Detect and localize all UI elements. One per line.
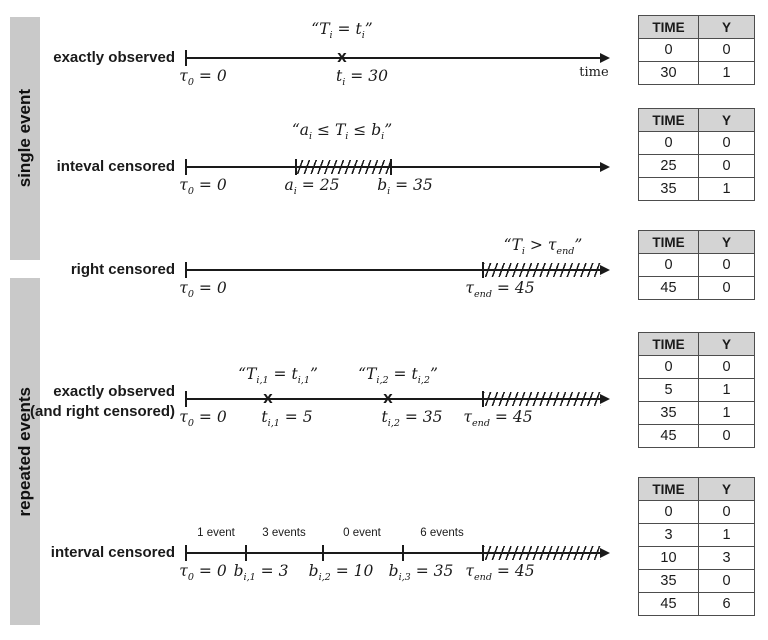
- col-header-y: Y: [699, 109, 755, 132]
- row-label-exactly-observed-right-censored: [28, 382, 175, 422]
- b1-time-label: $b_{i,1} = 3$: [233, 562, 289, 584]
- cell-y: 6: [699, 593, 755, 616]
- row-label-exactly-observed: [28, 48, 175, 68]
- cell-y: 0: [699, 570, 755, 593]
- cell-y: 1: [699, 62, 755, 85]
- data-table-exactly-observed-right-censored: [638, 332, 755, 448]
- cell-time: 0: [639, 356, 699, 379]
- cell-time: 30: [639, 62, 699, 85]
- arrowhead-icon: [600, 53, 610, 63]
- row-label-text: inteval censored: [56, 158, 175, 175]
- cell-time: 45: [639, 593, 699, 616]
- cell-time: 0: [639, 501, 699, 524]
- col-header-y: Y: [699, 16, 755, 39]
- censoring-hatch: [483, 392, 601, 406]
- interval-a-label: $a_i = 25$: [284, 176, 340, 198]
- data-table-interval-censored-single: [638, 108, 755, 201]
- quote-label-1: “$T_{i,1} = t_{i,1}$”: [238, 365, 318, 387]
- tick-start: [185, 545, 187, 561]
- table-row: [639, 425, 755, 448]
- row-label-text: interval censored: [50, 544, 175, 561]
- cell-time: 5: [639, 379, 699, 402]
- event-time-label: $t_i = 30$: [336, 67, 388, 89]
- tick-b1: [245, 545, 247, 561]
- cell-y: 0: [699, 425, 755, 448]
- cell-time: 35: [639, 178, 699, 201]
- table-row: [639, 254, 755, 277]
- start-time-label: $\tau_0 = 0$: [179, 279, 227, 301]
- quote-label: “$T_i > \tau_{end}$”: [503, 236, 583, 258]
- col-header-time: TIME: [639, 109, 699, 132]
- start-time-label: $\tau_0 = 0$: [179, 562, 227, 584]
- cell-time: 3: [639, 524, 699, 547]
- table-row: [639, 547, 755, 570]
- cell-time: 35: [639, 570, 699, 593]
- tick-start: [185, 159, 187, 175]
- event-x-marker: X: [263, 391, 273, 406]
- tick-b: [390, 159, 392, 175]
- censoring-hatch: [483, 546, 601, 560]
- start-time-label: $\tau_0 = 0$: [179, 408, 227, 430]
- cell-y: 0: [699, 155, 755, 178]
- table-row: [639, 570, 755, 593]
- tick-a: [295, 159, 297, 175]
- table-row: [639, 379, 755, 402]
- tick-start: [185, 50, 187, 66]
- row-label-text: (and right censored): [29, 403, 175, 420]
- col-header-y: Y: [699, 231, 755, 254]
- time-axis-label: time: [579, 65, 609, 80]
- col-header-y: Y: [699, 478, 755, 501]
- table-row: [639, 39, 755, 62]
- segment-count-label: 1 event: [197, 527, 235, 539]
- interval-b-label: $b_i = 35$: [377, 176, 433, 198]
- start-time-label: $\tau_0 = 0$: [179, 67, 227, 89]
- col-header-time: TIME: [639, 333, 699, 356]
- table-row: [639, 178, 755, 201]
- table-row: [639, 356, 755, 379]
- end-time-label: $\tau_{end} = 45$: [463, 408, 533, 430]
- censoring-hatch: [295, 160, 390, 174]
- cell-time: 0: [639, 254, 699, 277]
- row-label-right-censored: [28, 260, 175, 280]
- timeline-axis: [185, 57, 603, 59]
- tick-start: [185, 262, 187, 278]
- cell-y: 0: [699, 501, 755, 524]
- arrowhead-icon: [600, 548, 610, 558]
- table-row: [639, 277, 755, 300]
- cell-time: 0: [639, 132, 699, 155]
- table-row: [639, 62, 755, 85]
- cell-y: 1: [699, 178, 755, 201]
- table-row: [639, 593, 755, 616]
- quote-label: “$T_i = t_i$”: [311, 20, 373, 42]
- cell-time: 45: [639, 277, 699, 300]
- tick-end: [482, 391, 484, 407]
- cell-time: 45: [639, 425, 699, 448]
- cell-y: 3: [699, 547, 755, 570]
- cell-y: 1: [699, 379, 755, 402]
- event1-time-label: $t_{i,1} = 5$: [261, 408, 313, 430]
- table-row: [639, 524, 755, 547]
- cell-y: 1: [699, 524, 755, 547]
- censoring-hatch: [483, 263, 601, 277]
- table-row: [639, 132, 755, 155]
- cell-y: 0: [699, 277, 755, 300]
- cell-y: 0: [699, 356, 755, 379]
- timeline-axis: [185, 166, 603, 168]
- quote-label-2: “$T_{i,2} = t_{i,2}$”: [358, 365, 438, 387]
- col-header-time: TIME: [639, 231, 699, 254]
- row-label-interval-censored-single: [28, 157, 175, 177]
- col-header-time: TIME: [639, 478, 699, 501]
- cell-y: 0: [699, 254, 755, 277]
- cell-y: 0: [699, 132, 755, 155]
- segment-count-label: 6 events: [420, 527, 464, 539]
- segment-count-label: 0 event: [343, 527, 381, 539]
- data-table-right-censored: [638, 230, 755, 300]
- cell-time: 25: [639, 155, 699, 178]
- row-label-text: right censored: [70, 261, 175, 278]
- col-header-y: Y: [699, 333, 755, 356]
- quote-label: “$a_i \le T_i \le b_i$”: [291, 121, 393, 143]
- table-row: [639, 501, 755, 524]
- b3-time-label: $b_{i,3} = 35$: [388, 562, 454, 584]
- arrowhead-icon: [600, 162, 610, 172]
- repeated-events-band-label: repeated events: [15, 386, 34, 517]
- cell-y: 1: [699, 402, 755, 425]
- row-label-text: exactly observed: [53, 49, 175, 66]
- tick-b2: [322, 545, 324, 561]
- table-row: [639, 155, 755, 178]
- cell-time: 35: [639, 402, 699, 425]
- end-time-label: $\tau_{end} = 45$: [465, 279, 535, 301]
- cell-y: 0: [699, 39, 755, 62]
- row-label-text: exactly observed: [53, 383, 175, 400]
- event-x-marker: X: [337, 50, 347, 65]
- end-time-label: $\tau_{end} = 45$: [465, 562, 535, 584]
- arrowhead-icon: [600, 265, 610, 275]
- tick-end: [482, 545, 484, 561]
- cell-time: 10: [639, 547, 699, 570]
- tick-start: [185, 391, 187, 407]
- event-x-marker: X: [383, 391, 393, 406]
- data-table-exactly-observed: [638, 15, 755, 85]
- tick-b3: [402, 545, 404, 561]
- tick-end: [482, 262, 484, 278]
- cell-time: 0: [639, 39, 699, 62]
- table-row: [639, 402, 755, 425]
- row-label-interval-censored-repeated: [28, 543, 175, 563]
- col-header-time: TIME: [639, 16, 699, 39]
- arrowhead-icon: [600, 394, 610, 404]
- start-time-label: $\tau_0 = 0$: [179, 176, 227, 198]
- single-event-band-label: single event: [15, 89, 34, 188]
- b2-time-label: $b_{i,2} = 10$: [308, 562, 374, 584]
- data-table-interval-censored-repeated: [638, 477, 755, 616]
- segment-count-label: 3 events: [262, 527, 306, 539]
- event2-time-label: $t_{i,2} = 35$: [381, 408, 443, 430]
- repeated-events-band: [10, 278, 40, 625]
